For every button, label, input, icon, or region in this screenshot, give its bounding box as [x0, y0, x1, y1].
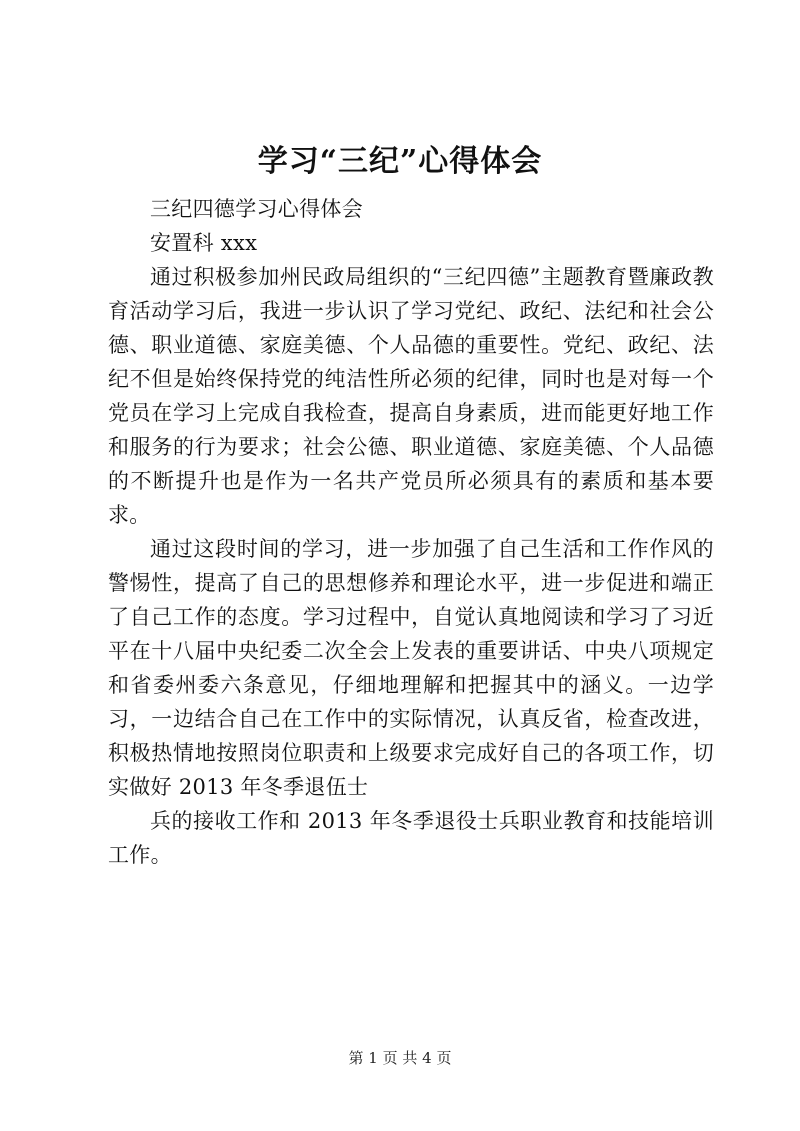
- paragraph-2: 通过这段时间的学习，进一步加强了自己生活和工作作风的警惕性，提高了自己的思想修养和理论水平，进一步促进和端正了自己工作的态度。学习过程中，自觉认真地阅读和学习了习近平在十八届中央纪委二次全会上发表的重要讲话、中央八项规定和省委州委六条意见，仔细地理解和把握其中的涵义。一边学习，一边结合自己在工作中的实际情况，认真反省，检查改进，积极热情地按照岗位职责和上级要求完成好自己的各项工作，切实做好 2013 年冬季退伍士: [108, 537, 714, 799]
- author-line: 安置科 xxx: [150, 231, 258, 255]
- page-footer: 第 1 页 共 4 页: [348, 1049, 452, 1067]
- paragraph-1: 通过积极参加州民政局组织的“三纪四德”主题教育暨廉政教育活动学习后，我进一步认识了学习党纪、政纪、法纪和社会公德、职业道德、家庭美德、个人品德的重要性。党纪、政纪、法纪不但是始终保持党的纯洁性所必须的纪律，同时也是对每一个党员在学习上完成自我检查，提高自身素质，进而能更好地工作和服务的行为要求；社会公德、职业道德、家庭美德、个人品德的不断提升也是作为一名共产党员所必须具有的素质和基本要求。: [108, 265, 714, 527]
- paragraph-3: 兵的接收工作和 2013 年冬季退役士兵职业教育和技能培训工作。: [108, 809, 714, 867]
- document-body: [108, 192, 714, 872]
- page-title: 学习“三纪”心得体会: [257, 144, 543, 179]
- document-subtitle: 三纪四德学习心得体会: [150, 197, 363, 221]
